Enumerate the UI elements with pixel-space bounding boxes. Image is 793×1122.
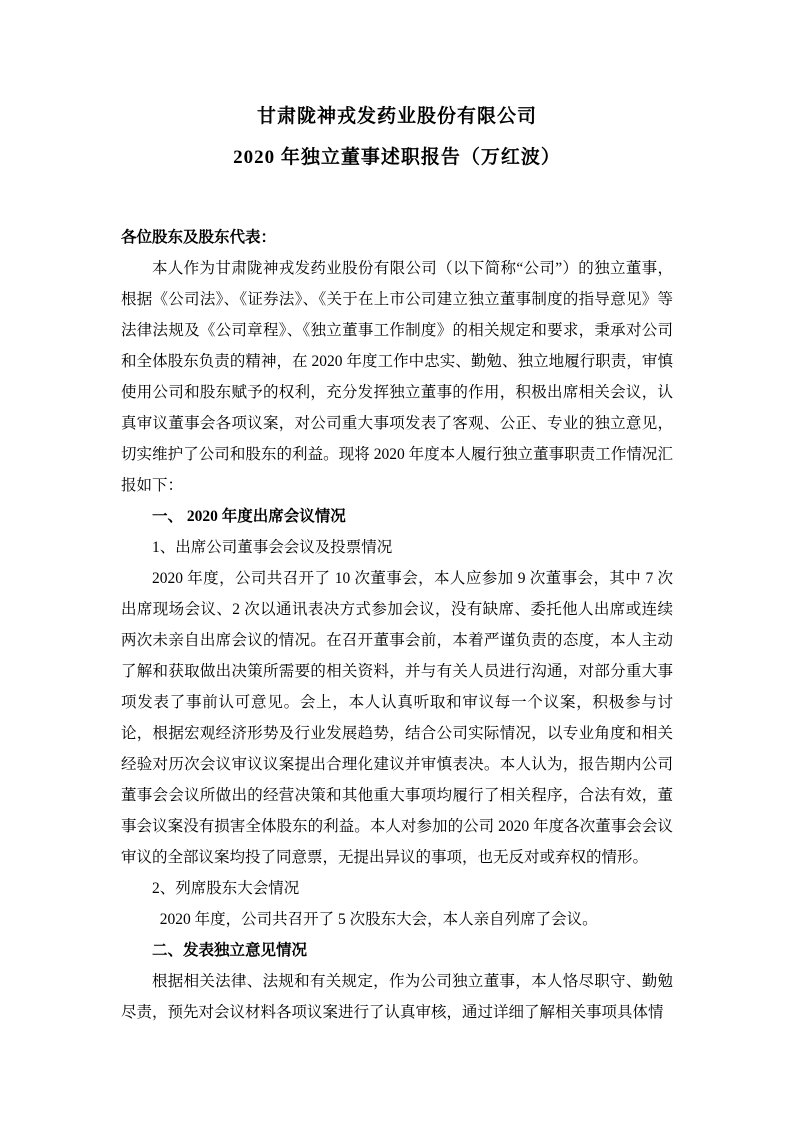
section1-heading: 一、 2020 年度出席会议情况: [152, 508, 346, 525]
section1-item1-body: 2020 年度，公司共召开了 10 次董事会，本人应参加 9 次董事会，其中 7 次出席现场会议、2 次以通讯表决方式参加会议，没有缺席、委托他人出席或连续两次未亲自出席会议的情况。在召开董事会前，本着严谨负责的态度，本人主动了解和获取做出决策所需要的相关资料，并与有关人员进行沟通，对部分重大事项发表了事前认可意见。会上，本人认真听取和审议每一个议案，积极参与讨论，根据宏观经济形势及行业发展趋势，结合公司实际情况，以专业角度和相关经验对历次会议审议议案提出合理化建议并审慎表决。本人认为，报告期内公司董事会会议所做出的经营决策和其他重大事项均履行了相关程序，合法有效，董事会议案没有损害全体股东的利益。本人对参加的公司 2020 年度各次董事会会议审议的全部议案均投了同意票，无提出异议的事项，也无反对或弃权的情形。: [121, 570, 673, 866]
section1-item2-title: 2、列席股东大会情况: [152, 880, 300, 897]
document-title: [121, 96, 673, 178]
section2-body: 根据相关法律、法规和有关规定，作为公司独立董事，本人恪尽职守、勤勉尽责，预先对会议材料各项议案进行了认真审核，通过详细了解相关事项具体情: [121, 973, 673, 1021]
salutation: 各位股东及股东代表：: [121, 229, 277, 246]
document-title-line2: 2020 年独立董事述职报告（万红波）: [233, 147, 561, 168]
section1-item2-body: 2020 年度，公司共召开了 5 次股东大会，本人亲自列席了会议。: [159, 911, 598, 928]
document-body: [121, 222, 673, 1028]
intro-paragraph: 本人作为甘肃陇神戎发药业股份有限公司（以下简称“公司”）的独立董事，根据《公司法》、《证券法》、《关于在上市公司建立独立董事制度的指导意见》等法律法规及《公司章程》、《独立董事工作制度》的相关规定和要求，秉承对公司和全体股东负责的精神，在 2020 年度工作中忠实、勤勉、独立地履行职责，审慎使用公司和股东赋予的权利，充分发挥独立董事的作用，积极出席相关会议，认真审议董事会各项议案，对公司重大事项发表了客观、公正、专业的独立意见，切实维护了公司和股东的利益。现将 2020 年度本人履行独立董事职责工作情况汇报如下：: [121, 260, 673, 494]
section1-item1-title: 1、出席公司董事会会议及投票情况: [152, 539, 393, 556]
document-title-line1: 甘肃陇神戎发药业股份有限公司: [256, 106, 537, 127]
section2-heading: 二、发表独立意见情况: [152, 942, 308, 959]
